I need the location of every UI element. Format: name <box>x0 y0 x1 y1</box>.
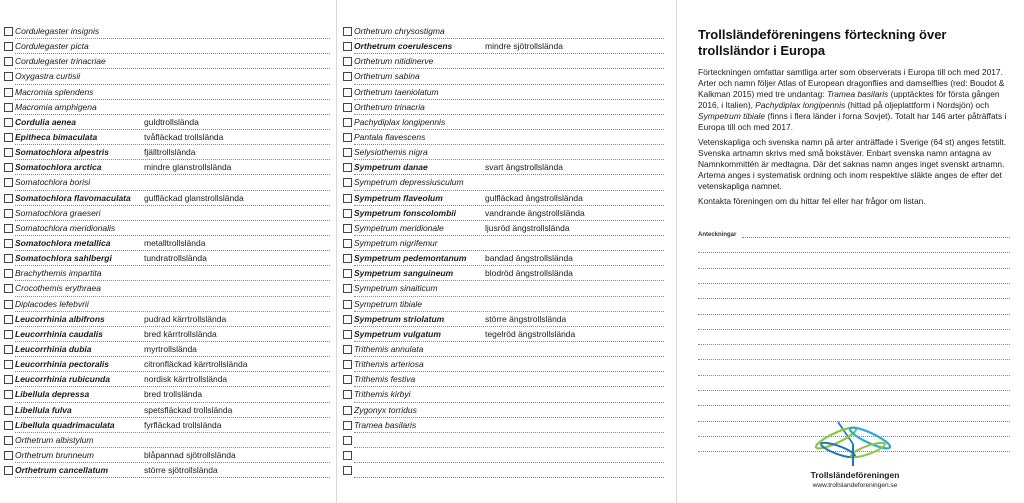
swedish-name: blodröd ängstrollslända <box>485 268 573 279</box>
scientific-name: Orthetrum nitidinerve <box>354 56 434 67</box>
org-name: Trollsländeföreningen <box>810 470 900 480</box>
species-row <box>0 388 336 403</box>
species-checkbox[interactable] <box>4 103 13 112</box>
scientific-name: Somatochlora graeseri <box>15 207 101 218</box>
species-checkbox[interactable] <box>343 163 352 172</box>
species-checkbox[interactable] <box>343 209 352 218</box>
scientific-name: Cordulegaster picta <box>15 41 89 52</box>
scientific-name: Trithemis arteriosa <box>354 359 424 370</box>
species-row <box>0 434 336 449</box>
swedish-name: pudrad kärrtrollslända <box>144 313 227 324</box>
species-checkbox[interactable] <box>343 254 352 263</box>
scientific-name: Leucorrhinia pectoralis <box>15 359 109 370</box>
species-row <box>339 222 676 237</box>
dotted-divider <box>15 447 330 448</box>
dotted-divider <box>15 250 330 251</box>
scientific-name: Sympetrum flaveolum <box>354 192 443 203</box>
notes-line[interactable] <box>698 390 1010 391</box>
species-checkbox[interactable] <box>343 148 352 157</box>
species-checkbox[interactable] <box>4 451 13 460</box>
dotted-divider <box>15 114 330 115</box>
species-checkbox[interactable] <box>4 375 13 384</box>
species-row <box>0 161 336 176</box>
species-checkbox[interactable] <box>4 254 13 263</box>
species-row <box>339 146 676 161</box>
species-row <box>339 343 676 358</box>
dotted-divider <box>354 220 664 221</box>
scientific-name: Trithemis annulata <box>354 343 424 354</box>
species-row <box>0 313 336 328</box>
scientific-name: Cordulegaster trinacriae <box>15 56 106 67</box>
dotted-divider <box>354 53 664 54</box>
scientific-name: Cordulegaster insignis <box>15 26 100 36</box>
species-checkbox[interactable] <box>343 345 352 354</box>
species-checkbox[interactable] <box>4 406 13 415</box>
species-checkbox[interactable] <box>343 360 352 369</box>
dotted-divider <box>15 159 330 160</box>
species-checkbox[interactable] <box>343 178 352 187</box>
contact-paragraph: Kontakta föreningen om du hittar fel eller har frågor om listan. <box>698 196 926 206</box>
species-row <box>339 55 676 70</box>
species-row <box>0 449 336 464</box>
scientific-name: Libellula fulva <box>15 404 72 415</box>
dotted-divider <box>354 447 664 448</box>
dotted-divider <box>15 99 330 100</box>
dotted-divider <box>354 417 664 418</box>
scientific-name: Orthetrum coerulescens <box>354 41 453 52</box>
species-checkbox[interactable] <box>4 315 13 324</box>
species-list-2 <box>339 25 676 479</box>
dotted-divider <box>354 477 664 478</box>
dotted-divider <box>15 477 330 478</box>
dotted-divider <box>354 311 664 312</box>
species-checkbox[interactable] <box>4 118 13 127</box>
scientific-name: Orthetrum chrysostigma <box>354 26 445 36</box>
swedish-name: blåpannad sjötrollslända <box>144 449 236 460</box>
dotted-divider <box>15 341 330 342</box>
dotted-divider <box>354 386 664 387</box>
scientific-name: Selysiothemis nigra <box>354 147 428 158</box>
scientific-name: Macromia splendens <box>15 86 94 97</box>
species-row <box>0 343 336 358</box>
dotted-divider <box>354 159 664 160</box>
dotted-divider <box>15 296 330 297</box>
dotted-divider <box>354 371 664 372</box>
species-column-2 <box>339 0 677 503</box>
species-checkbox[interactable] <box>343 27 352 36</box>
notes-line[interactable] <box>742 237 1010 238</box>
species-row <box>339 328 676 343</box>
species-row <box>339 282 676 297</box>
scientific-name: Trithemis festiva <box>354 374 416 385</box>
species-checkbox[interactable] <box>4 163 13 172</box>
swedish-name: tegelröd ängstrollslända <box>485 328 576 339</box>
species-row <box>339 237 676 252</box>
swedish-name: guldtrollslända <box>144 116 199 127</box>
species-checkbox[interactable] <box>343 118 352 127</box>
species-checkbox[interactable] <box>4 88 13 97</box>
dotted-divider <box>15 144 330 145</box>
scientific-name: Brachythemis impartita <box>15 268 102 279</box>
dotted-divider <box>354 235 664 236</box>
species-checkbox[interactable] <box>343 284 352 293</box>
scientific-name: Tramea basilaris <box>354 419 417 430</box>
scientific-name: Somatochlora alpestris <box>15 147 110 158</box>
species-column-1 <box>0 0 337 503</box>
dotted-divider <box>354 144 664 145</box>
scientific-name: Libellula depressa <box>15 389 90 400</box>
scientific-name: Somatochlora meridionalis <box>15 222 116 233</box>
species-checkbox[interactable] <box>343 72 352 81</box>
dotted-divider <box>354 356 664 357</box>
dotted-divider <box>354 38 664 39</box>
scientific-name: Leucorrhinia albifrons <box>15 313 105 324</box>
dotted-divider <box>15 326 330 327</box>
species-checkbox[interactable] <box>4 284 13 293</box>
notes-line[interactable] <box>698 252 1010 253</box>
dotted-divider <box>15 265 330 266</box>
species-row <box>339 161 676 176</box>
naming-paragraph: Vetenskapliga och svenska namn på arter anträffade i Sverige (64 st) anges fetstilt. Svenska artnamn skrivs med små bokstäver. Enbart svenska namn antagna av Namnkommittén är medtagna. Där det saknas namn anges inget svenskt artnamn. Arterna anges i systematisk ordning och inom respektive släkte anges de efter det vetenskapliga namnet. <box>698 137 1007 191</box>
swedish-name: fyrfläckad trollslända <box>144 419 222 430</box>
dotted-divider <box>15 280 330 281</box>
species-row <box>0 464 336 479</box>
dotted-divider <box>15 356 330 357</box>
swedish-name: svart ängstrollslända <box>485 162 563 173</box>
species-checkbox[interactable] <box>4 390 13 399</box>
dotted-divider <box>15 417 330 418</box>
dotted-divider <box>15 174 330 175</box>
scientific-name: Leucorrhinia dubia <box>15 343 92 354</box>
species-row <box>0 328 336 343</box>
species-checkbox[interactable] <box>4 133 13 142</box>
species-checkbox[interactable] <box>343 451 352 460</box>
dotted-divider <box>354 68 664 69</box>
scientific-name: Trithemis kirbyi <box>354 389 411 400</box>
species-row <box>0 267 336 282</box>
swedish-name: metalltrollslända <box>144 237 206 248</box>
scientific-name: Leucorrhinia caudalis <box>15 328 103 339</box>
scientific-name: Somatochlora sahlbergi <box>15 253 112 264</box>
species-checkbox[interactable] <box>4 421 13 430</box>
species-name-pachydiplax: Pachydiplax longipennis <box>755 100 846 110</box>
swedish-name: ljusröd ängstrollslända <box>485 222 570 233</box>
species-name-sympetrum-tibiale: Sympetrum tibiale <box>698 111 766 121</box>
dotted-divider <box>354 250 664 251</box>
dotted-divider <box>354 129 664 130</box>
species-checkbox[interactable] <box>343 194 352 203</box>
notes-line[interactable] <box>698 268 1010 269</box>
species-row <box>0 373 336 388</box>
scientific-name: Sympetrum sanguineum <box>354 268 454 279</box>
dotted-divider <box>15 386 330 387</box>
dotted-divider <box>354 280 664 281</box>
species-checkbox[interactable] <box>4 72 13 81</box>
swedish-name: bandad ängstrollslända <box>485 253 573 264</box>
dotted-divider <box>15 402 330 403</box>
dotted-divider <box>354 205 664 206</box>
scientific-name: Diplacodes lefebvrii <box>15 298 89 309</box>
species-checkbox[interactable] <box>4 330 13 339</box>
notes-line[interactable] <box>698 329 1010 330</box>
species-row <box>0 55 336 70</box>
info-text <box>698 67 1010 211</box>
scientific-name: Sympetrum nigrifemur <box>354 237 438 248</box>
species-row <box>0 207 336 222</box>
species-row <box>339 70 676 85</box>
notes-line[interactable] <box>698 298 1010 299</box>
species-row <box>0 131 336 146</box>
dotted-divider <box>354 99 664 100</box>
scientific-name: Zygonyx torridus <box>354 404 417 415</box>
swedish-name: bred trollslända <box>144 389 203 400</box>
species-row <box>339 358 676 373</box>
dotted-divider <box>15 205 330 206</box>
species-row <box>0 222 336 237</box>
species-checkbox[interactable] <box>343 224 352 233</box>
species-name-tramea: Tramea basilaris <box>826 89 889 99</box>
scientific-name: Somatochlora borisi <box>15 177 91 188</box>
scientific-name: Oxygastra curtisii <box>15 71 81 82</box>
page-title: Trollsländeföreningens förteckning över trollsländor i Europa <box>698 27 947 58</box>
species-checkbox[interactable] <box>343 57 352 66</box>
scientific-name: Somatochlora arctica <box>15 162 102 173</box>
scientific-name: Sympetrum fonscolombii <box>354 207 457 218</box>
species-checkbox[interactable] <box>4 300 13 309</box>
species-row <box>0 404 336 419</box>
species-checkbox[interactable] <box>4 194 13 203</box>
dotted-divider <box>354 114 664 115</box>
swedish-name: citronfläckad kärrtrollslända <box>144 359 248 370</box>
scientific-name: Pachydiplax longipennis <box>354 116 446 127</box>
scientific-name: Somatochlora flavomaculata <box>15 192 131 203</box>
species-row <box>339 192 676 207</box>
scientific-name: Epitheca bimaculata <box>15 131 98 142</box>
species-row <box>339 86 676 101</box>
dotted-divider <box>354 432 664 433</box>
dotted-divider <box>354 402 664 403</box>
notes-label: Anteckningar <box>698 232 737 238</box>
notes-line[interactable] <box>698 314 1010 315</box>
dotted-divider <box>15 432 330 433</box>
species-row <box>0 25 336 40</box>
scientific-name: Somatochlora metallica <box>15 237 111 248</box>
species-checkbox[interactable] <box>4 148 13 157</box>
swedish-name: större ängstrollslända <box>485 313 567 324</box>
species-checkbox[interactable] <box>343 300 352 309</box>
intro-text-1: Förteckningen omfattar samtliga arter som observerats i Europa till och med 2017. Arter och namn följer Atlas of European dragonflies and damselflies (red: Boudot & Kalkman 2015) med tre undantag: <box>698 67 1005 99</box>
swedish-name: tundratrollslända <box>144 253 207 264</box>
species-row <box>339 388 676 403</box>
species-row <box>339 373 676 388</box>
scientific-name: Orthetrum albistylum <box>15 434 94 445</box>
scientific-name: Orthetrum trinacria <box>354 101 425 112</box>
dotted-divider <box>354 296 664 297</box>
swedish-name: bred kärrtrollslända <box>144 328 217 339</box>
scientific-name: Sympetrum pedemontanum <box>354 253 467 264</box>
species-row <box>0 358 336 373</box>
swedish-name: tvåfläckad trollslända <box>144 131 224 142</box>
dotted-divider <box>15 462 330 463</box>
notes-line[interactable] <box>698 359 1010 360</box>
species-checkbox[interactable] <box>4 178 13 187</box>
notes-line[interactable] <box>698 375 1010 376</box>
dotted-divider <box>354 341 664 342</box>
species-row <box>0 116 336 131</box>
scientific-name: Orthetrum cancellatum <box>15 465 109 476</box>
species-row <box>339 25 676 40</box>
dragonfly-logo-icon <box>808 418 898 468</box>
dotted-divider <box>15 84 330 85</box>
dotted-divider <box>354 174 664 175</box>
scientific-name: Sympetrum meridionale <box>354 222 444 233</box>
swedish-name: gulfläckad glanstrollslända <box>144 192 244 203</box>
scientific-name: Orthetrum taeniolatum <box>354 86 439 97</box>
species-checkbox[interactable] <box>4 436 13 445</box>
scientific-name: Sympetrum vulgatum <box>354 328 441 339</box>
species-row <box>0 252 336 267</box>
species-row <box>0 146 336 161</box>
swedish-name: gulfläckad ängstrollslända <box>485 192 583 203</box>
dotted-divider <box>15 53 330 54</box>
dotted-divider <box>15 311 330 312</box>
species-checkbox[interactable] <box>4 269 13 278</box>
intro-paragraph <box>698 67 1010 133</box>
notes-line[interactable] <box>698 405 1010 406</box>
species-row <box>339 419 676 434</box>
scientific-name: Macromia amphigena <box>15 101 97 112</box>
swedish-name: större sjötrollslända <box>144 465 218 476</box>
species-row <box>339 313 676 328</box>
species-row <box>0 282 336 297</box>
species-checkbox[interactable] <box>343 239 352 248</box>
species-checkbox[interactable] <box>343 42 352 51</box>
swedish-name: fjälltrollslända <box>144 147 196 158</box>
dotted-divider <box>354 190 664 191</box>
dotted-divider <box>15 38 330 39</box>
logo-wing-right-top <box>848 424 892 452</box>
dotted-divider <box>354 84 664 85</box>
species-row <box>339 131 676 146</box>
species-checkbox[interactable] <box>4 466 13 475</box>
species-row <box>339 449 676 464</box>
species-checkbox[interactable] <box>343 330 352 339</box>
species-row <box>0 70 336 85</box>
dotted-divider <box>15 220 330 221</box>
scientific-name: Crocothemis erythraea <box>15 283 101 294</box>
species-row <box>339 267 676 282</box>
species-row <box>339 116 676 131</box>
species-checkbox[interactable] <box>343 269 352 278</box>
species-checkbox[interactable] <box>4 345 13 354</box>
intro-text-2: (upptäcktes för första gången 2016, i Italien), <box>698 89 1000 110</box>
species-checkbox[interactable] <box>343 436 352 445</box>
scientific-name: Libellula quadrimaculata <box>15 419 115 430</box>
species-checkbox[interactable] <box>343 315 352 324</box>
species-row <box>339 176 676 191</box>
species-row <box>0 419 336 434</box>
species-checkbox[interactable] <box>343 375 352 384</box>
species-checkbox[interactable] <box>4 360 13 369</box>
species-row <box>0 101 336 116</box>
species-checkbox[interactable] <box>4 209 13 218</box>
species-row <box>0 237 336 252</box>
swedish-name: nordisk kärrtrollslända <box>144 374 228 385</box>
intro-text-4: (finns i flera länder i forna Sovjet). Totalt har 146 arter påträffats i Europa till och med 2017. <box>698 111 1007 132</box>
species-checkbox[interactable] <box>4 42 13 51</box>
scientific-name: Sympetrum tibiale <box>354 298 423 309</box>
species-row <box>339 298 676 313</box>
notes-line[interactable] <box>698 344 1010 345</box>
species-row <box>339 101 676 116</box>
swedish-name: mindre glanstrollslända <box>144 162 232 173</box>
species-row <box>0 176 336 191</box>
scientific-name: Pantala flavescens <box>354 131 426 142</box>
species-checkbox[interactable] <box>4 224 13 233</box>
scientific-name: Sympetrum striolatum <box>354 313 445 324</box>
scientific-name: Sympetrum sinaiticum <box>354 283 438 294</box>
swedish-name: vandrande ängstrollslända <box>485 207 585 218</box>
scientific-name: Orthetrum brunneum <box>15 449 94 460</box>
dotted-divider <box>15 235 330 236</box>
species-row <box>339 464 676 479</box>
species-row <box>0 40 336 55</box>
notes-line[interactable] <box>698 283 1010 284</box>
scientific-name: Orthetrum sabina <box>354 71 420 82</box>
swedish-name: mindre sjötrollslända <box>485 41 563 52</box>
intro-text-3: (hittad på oljeplattform i Nordsjön) och <box>845 100 989 110</box>
species-checkbox[interactable] <box>343 466 352 475</box>
org-url[interactable]: www.trollslandeforeningen.se <box>812 482 898 489</box>
species-row <box>0 192 336 207</box>
dotted-divider <box>354 326 664 327</box>
dotted-divider <box>15 371 330 372</box>
species-checkbox[interactable] <box>343 88 352 97</box>
species-list-1 <box>0 25 336 479</box>
species-checkbox[interactable] <box>4 239 13 248</box>
swedish-name: myrtrollslända <box>144 343 197 354</box>
species-row <box>0 86 336 101</box>
dotted-divider <box>15 68 330 69</box>
swedish-name: spetsfläckad trollslända <box>144 404 233 415</box>
species-row <box>339 207 676 222</box>
dotted-divider <box>15 129 330 130</box>
species-row <box>339 40 676 55</box>
species-checkbox[interactable] <box>4 27 13 36</box>
scientific-name: Sympetrum depressiusculum <box>354 177 464 188</box>
scientific-name: Sympetrum danae <box>354 162 428 173</box>
species-row <box>0 298 336 313</box>
species-checkbox[interactable] <box>343 390 352 399</box>
species-checkbox[interactable] <box>343 103 352 112</box>
species-checkbox[interactable] <box>343 421 352 430</box>
species-checkbox[interactable] <box>4 57 13 66</box>
dotted-divider <box>15 190 330 191</box>
scientific-name: Leucorrhinia rubicunda <box>15 374 110 385</box>
species-checkbox[interactable] <box>343 406 352 415</box>
species-row <box>339 434 676 449</box>
dotted-divider <box>354 265 664 266</box>
species-row <box>339 252 676 267</box>
scientific-name: Cordulia aenea <box>15 116 76 127</box>
species-row <box>339 404 676 419</box>
dotted-divider <box>354 462 664 463</box>
species-checkbox[interactable] <box>343 133 352 142</box>
